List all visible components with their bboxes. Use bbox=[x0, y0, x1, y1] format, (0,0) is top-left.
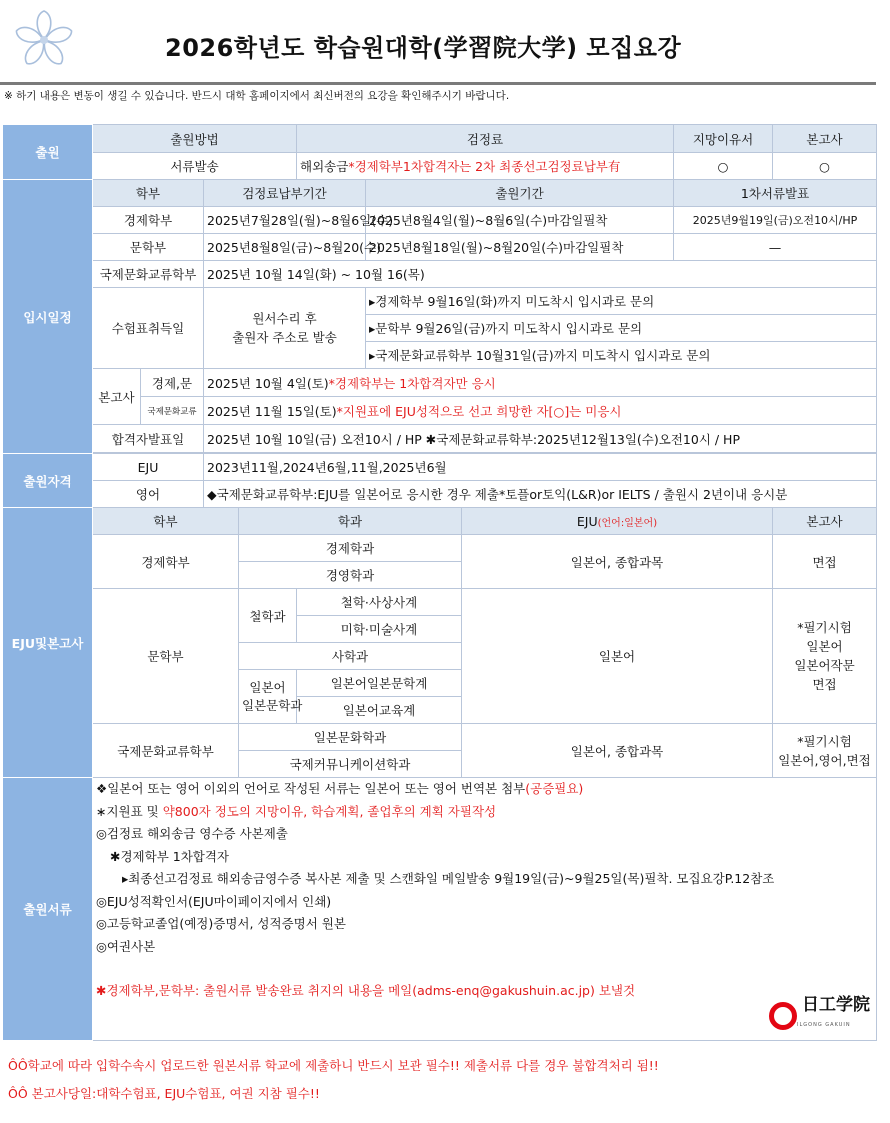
ticket-note-econ: ▸경제학부 9월16일(화)까지 미도착시 입시과로 문의 bbox=[366, 288, 877, 315]
doc-line-application-text: ∗지원표 및 bbox=[96, 803, 163, 819]
result-text: 2025년 10월 10일(금) 오전10시 / HP ✱국제문화교류학부:2025년12월13일(수)오전10시 / HP bbox=[204, 425, 877, 453]
exam-intl-eju: 일본어, 종합과목 bbox=[462, 724, 773, 778]
sakura-logo-icon bbox=[12, 8, 76, 72]
qual-eju-text: 2023년11월,2024년6월,11월,2025년6월 bbox=[204, 454, 877, 481]
exam-lit-phil: 철학과 bbox=[239, 589, 297, 643]
exam-econ-main: 면접 bbox=[773, 535, 877, 589]
ilgong-logo bbox=[769, 994, 871, 1037]
ticket-method-line2: 출원자 주소로 발송 bbox=[232, 330, 337, 345]
exam-intl-dept-1: 일본문화학과 bbox=[239, 724, 462, 751]
exam-intl-main-2: 일본어,영어,면접 bbox=[778, 752, 871, 768]
main-exam-intl-date: 2025년 11월 15일(토) bbox=[207, 403, 337, 419]
exam-lit-eju: 일본어 bbox=[462, 589, 773, 724]
ilgong-logo-text: 日工学院 bbox=[802, 994, 871, 1015]
section-documents: 출원서류 bbox=[3, 778, 93, 1041]
apply-header-reason: 지망이유서 bbox=[674, 125, 773, 153]
exam-lit-jp-course-1: 일본어일본문학계 bbox=[297, 670, 462, 697]
exam-lit-jp-line2: 일본문학과 bbox=[242, 697, 303, 713]
exam-header-eju-note: (언어:일본어) bbox=[597, 517, 658, 529]
schedule-lit-name: 문학부 bbox=[93, 234, 204, 261]
doc-line-application bbox=[96, 801, 873, 824]
qual-english-label: 영어 bbox=[93, 481, 204, 508]
doc-line-translation-red: (공증필요) bbox=[525, 781, 584, 796]
doc-line-application-red: 약800자 정도의 지망이유, 학습계획, 졸업후의 계획 자필작성 bbox=[162, 803, 497, 819]
schedule-header-fee: 검정료납부기간 bbox=[204, 180, 366, 207]
exam-lit-main-2: 일본어 bbox=[806, 639, 843, 654]
exam-header-faculty: 학부 bbox=[93, 508, 239, 535]
main-exam-econ-date: 2025년 10월 4일(토) bbox=[207, 375, 329, 391]
footer-note-2: ÔÔ 본고사당일:대학수험표, EJU수험표, 여권 지참 필수!! bbox=[8, 1086, 320, 1101]
schedule-lit-apply: 2025년8월18일(월)~8월20일(수)마감일필착 bbox=[366, 234, 674, 261]
exam-lit-main-1: *필기시험 bbox=[797, 620, 852, 635]
schedule-header-apply: 출원기간 bbox=[366, 180, 674, 207]
exam-lit-main bbox=[773, 589, 877, 724]
exam-econ-dept-2: 경영학과 bbox=[239, 562, 462, 589]
schedule-econ-name: 경제학부 bbox=[93, 207, 204, 234]
admission-table bbox=[2, 124, 877, 1041]
result-label: 합격자발표일 bbox=[93, 425, 204, 453]
schedule-lit-announce: — bbox=[674, 234, 877, 261]
apply-exam-mark: ○ bbox=[773, 153, 877, 180]
schedule-intl-name: 국제문화교류학부 bbox=[93, 261, 204, 288]
ticket-label: 수험표취득일 bbox=[93, 288, 204, 369]
ilgong-logo-sub: ILGONG GAKUIN bbox=[797, 1021, 851, 1028]
main-exam-econ-note: *경제학부는 1차합격자만 응시 bbox=[328, 375, 496, 391]
ticket-method bbox=[204, 288, 366, 369]
ticket-note-lit: ▸문학부 9월26일(금)까지 미도착시 입시과로 문의 bbox=[366, 315, 877, 342]
exam-lit-phil-course-1: 철학·사상사계 bbox=[297, 589, 462, 616]
apply-reason-mark: ○ bbox=[674, 153, 773, 180]
exam-lit-history: 사학과 bbox=[239, 643, 462, 670]
exam-lit-jp bbox=[239, 670, 303, 724]
schedule-header-faculty: 학부 bbox=[93, 180, 204, 207]
ticket-method-line1: 원서수리 후 bbox=[252, 311, 317, 326]
schedule-econ-apply: 2025년8월4일(월)~8월6일(수)마감일필착 bbox=[366, 207, 674, 234]
exam-intl-name: 국제문화교류학부 bbox=[93, 724, 239, 778]
exam-lit-jp-line1: 일본어 bbox=[249, 679, 286, 695]
main-exam-intl-label: 국제문화교류 bbox=[141, 397, 204, 425]
doc-line-translation-text: ❖일본어 또는 영어 이외의 언어로 작성된 서류는 일본어 또는 영어 번역본 첨부 bbox=[96, 781, 526, 796]
doc-line-eju-score: ◎EJU성적확인서(EJU마이페이지에서 인쇄) bbox=[96, 893, 332, 909]
title-divider bbox=[0, 82, 876, 85]
schedule-econ-fee: 2025년7월28일(월)~8월6일(수) bbox=[204, 207, 366, 234]
apply-header-exam: 본고사 bbox=[773, 125, 877, 153]
doc-line-final-fee: ▸최종선고검정료 해외송금영수증 복사본 제출 및 스캔화일 메일발송 9월19일(금)~9월25일(목)필착. 모집요강P.12참조 bbox=[122, 871, 775, 886]
exam-lit-main-4: 면접 bbox=[812, 677, 837, 692]
section-schedule: 입시일정 bbox=[3, 180, 93, 454]
apply-header-method: 출원방법 bbox=[93, 125, 297, 153]
main-exam-econ bbox=[204, 369, 877, 397]
exam-header-eju-label: EJU bbox=[576, 513, 598, 529]
exam-header-dept: 학과 bbox=[239, 508, 462, 535]
exam-lit-jp-course-2: 일본어교육계 bbox=[297, 697, 462, 724]
schedule-econ-announce: 2025년9월19일(금)오전10시/HP bbox=[674, 207, 877, 234]
documents-cell bbox=[93, 778, 877, 1041]
section-exam: EJU및본고사 bbox=[3, 508, 93, 778]
section-qualification: 출원자격 bbox=[3, 454, 93, 508]
exam-lit-name: 문학부 bbox=[93, 589, 239, 724]
exam-econ-dept-1: 경제학과 bbox=[239, 535, 462, 562]
exam-intl-main-1: *필기시험 bbox=[797, 733, 852, 749]
page-title: 2026학년도 학습원대학(学習院大学) 모집요강 bbox=[165, 34, 682, 62]
exam-econ-name: 경제학부 bbox=[93, 535, 239, 589]
schedule-intl-period: 2025년 10월 14일(화) ~ 10월 16(목) bbox=[204, 261, 877, 288]
footer-note-1: ÔÔ학교에 따라 입학수속시 업로드한 원본서류 학교에 제출하니 반드시 보관 필수!! 제출서류 다를 경우 불합격처리 됨!! bbox=[8, 1058, 659, 1073]
apply-fee-note: *경제학부1차합격자는 2차 최종선고검정료납부有 bbox=[348, 159, 621, 174]
schedule-header-announce: 1차서류발표 bbox=[674, 180, 877, 207]
doc-line-fee-receipt: ◎검정료 해외송금 영수증 사본제출 bbox=[96, 826, 288, 841]
exam-header-eju bbox=[462, 508, 773, 535]
apply-fee bbox=[297, 153, 674, 180]
exam-header-main: 본고사 bbox=[773, 508, 877, 535]
apply-fee-text: 해외송금 bbox=[300, 159, 349, 174]
ticket-note-intl: ▸국제문화교류학부 10월31일(금)까지 미도착시 입시과로 문의 bbox=[366, 342, 877, 369]
apply-header-fee: 검정료 bbox=[297, 125, 674, 153]
qual-english-text: ◆국제문화교류학부:EJU를 일본어로 응시한 경우 제출*토플or토익(L&R)or IELTS / 출원시 2년이내 응시분 bbox=[204, 481, 877, 508]
ilgong-logo-icon bbox=[769, 1002, 797, 1030]
doc-line-email: ✱경제학부,문학부: 출원서류 발송완료 취지의 내용을 메일(adms-enq@gakushuin.ac.jp) 보낼것 bbox=[96, 983, 636, 998]
main-exam-intl bbox=[204, 397, 877, 425]
section-apply: 출원 bbox=[3, 125, 93, 180]
exam-intl-dept-2: 국제커뮤니케이션학과 bbox=[239, 751, 462, 778]
exam-lit-main-3: 일본어작문 bbox=[794, 658, 855, 673]
doc-line-econ-first: ✱경제학부 1차합격자 bbox=[110, 848, 230, 864]
main-exam-intl-note: *지원표에 EJU성적으로 선고 희망한 자[○]는 미응시 bbox=[336, 403, 622, 419]
apply-method: 서류발송 bbox=[93, 153, 297, 180]
exam-intl-main bbox=[773, 724, 877, 778]
schedule-lit-fee: 2025년8월8일(금)~8월20(수) bbox=[204, 234, 366, 261]
main-exam-econ-label: 경제,문 bbox=[141, 369, 204, 397]
doc-line-translation bbox=[96, 778, 873, 801]
doc-line-certificates: ◎고등학교졸업(예정)증명서, 성적증명서 원본 bbox=[96, 916, 346, 931]
exam-lit-phil-course-2: 미학·미술사계 bbox=[297, 616, 462, 643]
exam-econ-eju: 일본어, 종합과목 bbox=[462, 535, 773, 589]
qual-eju-label: EJU bbox=[93, 454, 204, 481]
notice-text: ※ 하기 내용은 변동이 생길 수 있습니다. 반드시 대학 홈페이지에서 최신버전의 요강을 확인해주시기 바랍니다. bbox=[4, 90, 510, 102]
main-exam-label: 본고사 bbox=[93, 369, 141, 425]
doc-line-passport: ◎여권사본 bbox=[96, 938, 156, 954]
